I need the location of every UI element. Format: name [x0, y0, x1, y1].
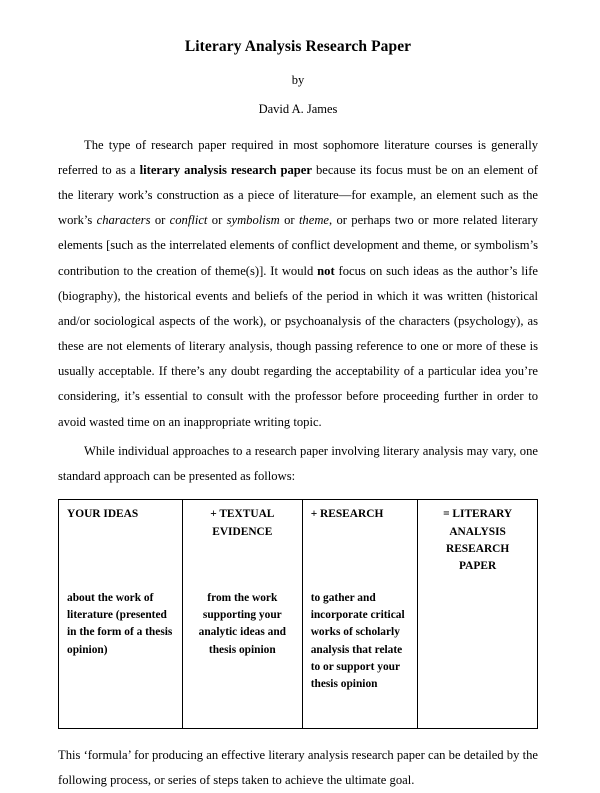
paragraph-1-bold-1: literary analysis research paper	[139, 162, 312, 177]
table-header-row	[59, 500, 538, 578]
paragraph-1-text-d: or	[207, 213, 227, 228]
paragraph-1-text-f: , or perhaps two or more related literary elements [such as the interrelated elements of conflict development and theme, or symbolism’s contribution to the creation of theme(s)]. It would	[58, 213, 538, 278]
approach-table-head	[59, 500, 538, 578]
approach-table	[58, 499, 538, 728]
paragraph-1-italic-symbolism: symbolism	[226, 213, 280, 228]
byline-label: by	[291, 72, 305, 87]
paragraph-1-text-e: or	[279, 213, 299, 228]
paragraph-3: This ‘formula’ for producing an effective literary analysis research paper can be detailed by the following process, or series of steps taken to achieve the ultimate goal.	[58, 747, 538, 787]
table-cell-literary-analysis-research-paper	[418, 578, 538, 729]
paragraph-1-text-b: because its focus must be on an element of the literary work’s construction as a piece of literature—for example, an element such as the work’s	[58, 162, 539, 228]
paragraph-1-text-g: focus on such ideas as the author’s life (biography), the historical events and beliefs of the period in which it was written (historical and/or sociological aspects of the work), or psychoanalysis of the characters (psychology), as these are not elements of literary analysis, though passing reference to one or more of these is usually acceptable. If there’s any doubt regarding the acceptability of a particular idea you’re considering, it’s essential to consult with the professor before proceeding further in order to avoid wasted time on an inappropriate writing topic.	[58, 263, 538, 429]
paragraph-1-italic-theme: theme	[298, 213, 330, 228]
paragraph-1-text-a: The type of research paper required in most sophomore literature courses is generally referred to as a	[58, 137, 538, 177]
page-title: Literary Analysis Research Paper	[184, 38, 412, 55]
table-header-research: + RESEARCH	[302, 500, 418, 578]
table-header-your-ideas: YOUR IDEAS	[59, 500, 183, 578]
paragraph-1	[58, 133, 538, 435]
table-cell-your-ideas: about the work of literature (presented in the form of a thesis opinion)	[59, 578, 183, 729]
table-cell-research: to gather and incorporate critical works of scholarly analysis that relate to or support your thesis opinion	[302, 578, 418, 729]
table-row	[59, 578, 538, 729]
table-header-literary-analysis-research-paper: = LITERARY ANALYSIS RESEARCH PAPER	[418, 500, 538, 578]
paragraph-1-bold-2: not	[317, 263, 335, 278]
author-name: David A. James	[258, 101, 338, 116]
paragraph-1-italic-characters: characters	[96, 213, 151, 228]
table-cell-textual-evidence: from the work supporting your analytic ideas and thesis opinion	[182, 578, 302, 729]
paragraph-1-text-c: or	[150, 213, 170, 228]
paragraph-1-italic-conflict: conflict	[169, 213, 208, 228]
table-header-textual-evidence: + TEXTUAL EVIDENCE	[182, 500, 302, 578]
paragraph-2: While individual approaches to a research paper involving literary analysis may vary, one standard approach can be presented as follows:	[58, 443, 538, 484]
approach-table-body	[59, 578, 538, 729]
